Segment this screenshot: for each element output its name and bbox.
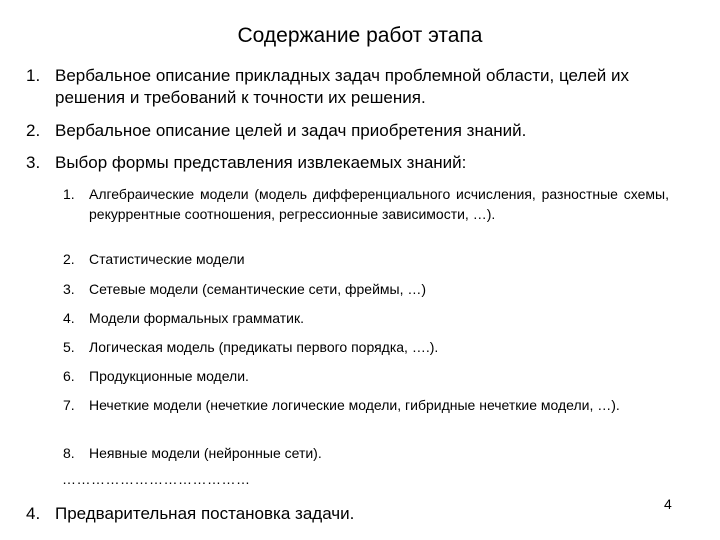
page-number: 4	[664, 496, 672, 512]
list-item-number: 3.	[26, 153, 41, 172]
sublist-item-1	[63, 184, 669, 224]
sublist-item-number: 2.	[63, 251, 75, 267]
sublist-item-number: 6.	[63, 368, 75, 384]
sublist-item-5	[63, 337, 669, 357]
sublist-item-number: 8.	[63, 445, 75, 461]
sublist-item-2	[63, 249, 669, 269]
sublist-item-text: Статистические модели	[89, 251, 245, 267]
sublist-item-text: Продукционные модели.	[89, 368, 249, 384]
list-item-2	[26, 120, 676, 142]
list-item-text: Выбор формы представления извлекаемых знаний:	[55, 153, 467, 172]
sublist-item-3	[63, 279, 669, 299]
sublist-item-text: Логическая модель (предикаты первого порядка, ….).	[89, 339, 439, 355]
continuation-ellipsis: …………………………………	[62, 471, 251, 487]
sublist-item-6	[63, 366, 669, 386]
list-item-number: 4.	[26, 504, 41, 523]
slide-title: Содержание работ этапа	[237, 24, 483, 47]
list-item-number: 1.	[26, 66, 41, 85]
sublist-item-text: Нечеткие модели (нечеткие логические модели, гибридные нечеткие модели, …).	[89, 397, 620, 413]
list-item-text: Предварительная постановка задачи.	[55, 504, 355, 523]
sublist-item-7	[63, 395, 669, 415]
list-item-text: Вербальное описание прикладных задач проблемной области, целей их решения и требований к точности их решения.	[55, 66, 630, 107]
sublist-item-4	[63, 308, 669, 328]
sublist-item-number: 4.	[63, 310, 75, 326]
list-item-text: Вербальное описание целей и задач приобретения знаний.	[55, 121, 527, 140]
sublist-item-8	[63, 443, 669, 463]
sublist-item-number: 5.	[63, 339, 75, 355]
sublist-item-text: Модели формальных грамматик.	[89, 310, 304, 326]
list-item-3	[26, 152, 676, 174]
list-item-4	[26, 503, 676, 525]
sublist-item-text: Сетевые модели (семантические сети, фреймы, …)	[89, 281, 427, 297]
sublist-item-text: Неявные модели (нейронные сети).	[89, 445, 322, 461]
sublist-item-number: 1.	[63, 186, 75, 202]
list-item-1	[26, 65, 676, 109]
sublist-item-text: Алгебраические модели (модель дифференциального исчисления, разностные схемы, рекуррентные соотношения, регрессионные зависимости, …).	[89, 186, 669, 222]
sublist-item-number: 3.	[63, 281, 75, 297]
list-item-number: 2.	[26, 121, 41, 140]
sublist-item-number: 7.	[63, 397, 75, 413]
